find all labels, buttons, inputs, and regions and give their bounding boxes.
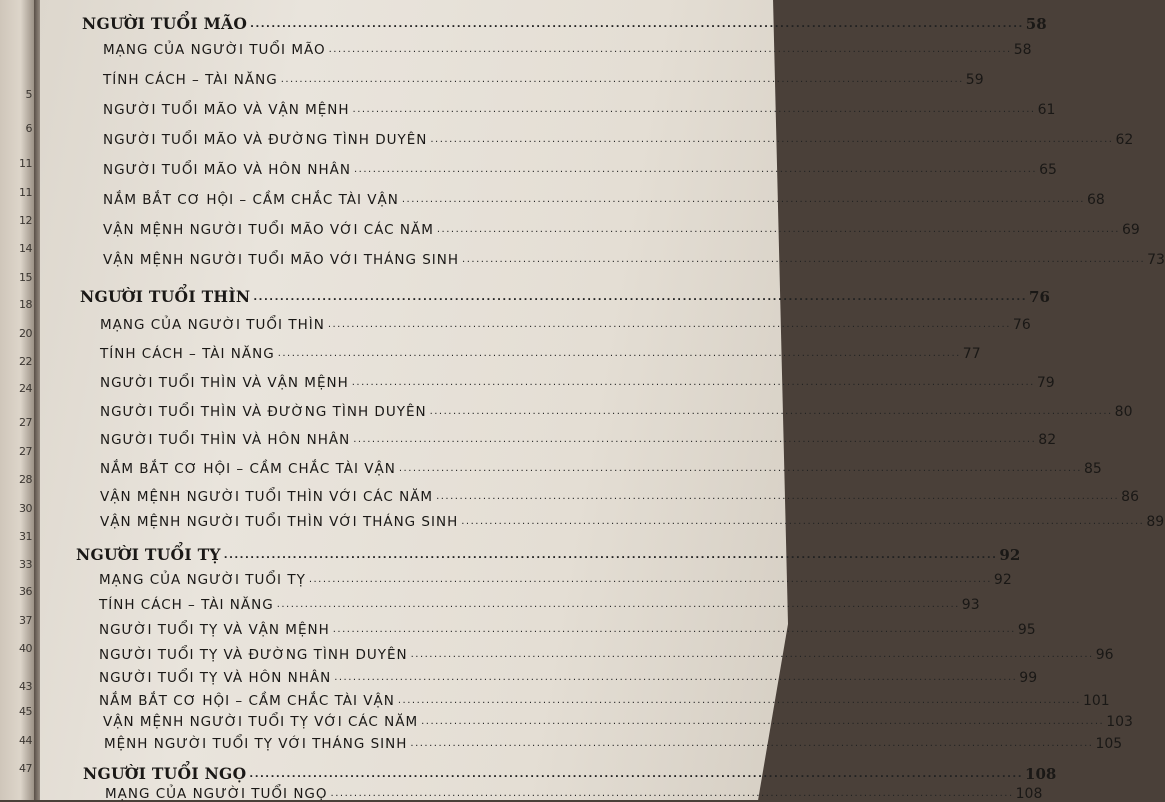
left-page-number: 14: [19, 242, 32, 255]
toc-entry: [103, 192, 1105, 208]
toc-entry-title: NGƯỜI TUỔI MÃO VÀ HÔN NHÂN: [103, 162, 351, 178]
toc-entry-page: 73: [1147, 252, 1165, 268]
dot-leader: ..................................................................................................................................................: [276, 599, 960, 610]
toc-heading-page: 92: [999, 546, 1021, 564]
left-page-number: 33: [19, 558, 32, 571]
left-page-number: 24: [19, 382, 32, 395]
toc-entry-page: 86: [1121, 489, 1139, 505]
toc-entry-title: VẬN MỆNH NGƯỜI TUỔI THÌN VỚI CÁC NĂM: [100, 489, 434, 505]
toc-entry-title: MẠNG CỦA NGƯỜI TUỔI THÌN: [100, 317, 325, 333]
dot-leader: ..................................................................................................................................................: [352, 104, 1036, 115]
dot-leader: ..................................................................................................................................................: [280, 74, 964, 85]
toc-heading-title: NGƯỜI TUỔI TỴ: [76, 545, 221, 564]
toc-entry: [99, 647, 1114, 663]
toc-entry-title: NGƯỜI TUỔI MÃO VÀ ĐƯỜNG TÌNH DUYÊN: [103, 132, 428, 148]
dot-leader: ..................................................................................................................................................: [430, 134, 1114, 145]
toc-entry: [100, 432, 1057, 448]
dot-leader: ..................................................................................................................................................: [429, 406, 1113, 417]
toc-entry-title: NGƯỜI TUỔI THÌN VÀ HÔN NHÂN: [100, 432, 351, 448]
toc-entry-page: 79: [1036, 375, 1055, 391]
left-page-number: 43: [19, 680, 32, 693]
left-page-number: 27: [19, 416, 32, 429]
dot-leader: ..................................................................................................................................................: [249, 769, 1024, 780]
toc-entry: [100, 514, 1165, 530]
dot-leader: ..................................................................................................................................................: [462, 254, 1146, 265]
dot-leader: ..................................................................................................................................................: [421, 716, 1105, 727]
dot-leader: ..................................................................................................................................................: [327, 319, 1011, 330]
left-page-number: 27: [19, 445, 32, 458]
toc-entry-page: 95: [1017, 622, 1036, 638]
left-page-number: 5: [25, 88, 32, 101]
toc-heading-page: 108: [1025, 765, 1057, 783]
toc-entry: [99, 622, 1036, 638]
toc-entry: [103, 72, 984, 88]
dot-leader: ..................................................................................................................................................: [223, 550, 998, 561]
toc-entry: [100, 346, 981, 362]
toc-entry-page: 103: [1106, 714, 1133, 730]
dot-leader: ..................................................................................................................................................: [351, 377, 1035, 388]
toc-entry: [100, 404, 1133, 420]
left-page-number: 22: [19, 355, 32, 368]
left-page-number: 30: [19, 502, 32, 515]
toc-entry-page: 61: [1037, 102, 1056, 118]
toc-entry-page: 99: [1019, 670, 1038, 686]
left-page-number: 44: [19, 734, 32, 747]
toc-entry: [103, 714, 1133, 730]
toc-entry-title: TÍNH CÁCH – TÀI NĂNG: [99, 597, 274, 613]
left-page-number: 15: [19, 271, 32, 284]
toc-entry: [104, 736, 1123, 752]
toc-entry: [103, 102, 1056, 118]
toc-entry: [103, 252, 1165, 268]
dot-leader: ..................................................................................................................................................: [308, 574, 992, 585]
toc-entry-page: 76: [1012, 317, 1031, 333]
toc-entry-page: 105: [1095, 736, 1123, 752]
toc-entry-page: 77: [962, 346, 981, 362]
toc-entry-title: NGƯỜI TUỔI TỴ VÀ VẬN MỆNH: [99, 622, 330, 638]
toc-entry: [100, 317, 1031, 333]
toc-entry-title: TÍNH CÁCH – TÀI NĂNG: [100, 346, 275, 362]
toc-heading: [83, 764, 1057, 783]
toc-entry: [105, 786, 1043, 802]
toc-entry-title: NẮM BẮT CƠ HỘI – CẦM CHẮC TÀI VẬN: [103, 192, 399, 208]
toc-entry-page: 59: [965, 72, 984, 88]
toc-entry-title: NGƯỜI TUỔI TỴ VÀ HÔN NHÂN: [99, 670, 332, 686]
toc-entry-title: MẠNG CỦA NGƯỜI TUỔI NGỌ: [105, 786, 328, 802]
toc-heading-title: NGƯỜI TUỔI THÌN: [80, 287, 251, 306]
toc-entry-page: 62: [1115, 132, 1134, 148]
dot-leader: ..................................................................................................................................................: [461, 516, 1145, 527]
left-page-number: 18: [19, 298, 32, 311]
toc-entry-page: 108: [1015, 786, 1043, 802]
left-page-number: 12: [19, 214, 32, 227]
left-page-number: 40: [19, 642, 32, 655]
toc-entry-title: MẠNG CỦA NGƯỜI TUỔI TỴ: [99, 572, 306, 588]
left-page-number: 36: [19, 585, 32, 598]
left-page-number: 11: [19, 157, 32, 170]
dot-leader: ..................................................................................................................................................: [250, 19, 1024, 30]
toc-heading: [82, 14, 1047, 33]
toc-entry-title: NGƯỜI TUỔI THÌN VÀ ĐƯỜNG TÌNH DUYÊN: [100, 404, 427, 420]
toc-entry-page: 58: [1013, 42, 1032, 58]
toc-entry-title: NGƯỜI TUỔI THÌN VÀ VẬN MỆNH: [100, 375, 349, 391]
toc-entry-title: VẬN MỆNH NGƯỜI TUỔI TỴ VỚI CÁC NĂM: [103, 714, 419, 730]
dot-leader: ..................................................................................................................................................: [397, 695, 1081, 706]
dot-leader: ..................................................................................................................................................: [401, 194, 1085, 205]
dot-leader: ..................................................................................................................................................: [334, 672, 1018, 683]
dot-leader: ..................................................................................................................................................: [253, 292, 1028, 303]
dot-leader: ..................................................................................................................................................: [328, 44, 1012, 55]
toc-heading-title: NGƯỜI TUỔI NGỌ: [83, 764, 247, 783]
toc-entry-title: MẠNG CỦA NGƯỜI TUỔI MÃO: [103, 42, 326, 58]
dot-leader: ..................................................................................................................................................: [332, 624, 1016, 635]
toc-heading-title: NGƯỜI TUỔI MÃO: [82, 14, 248, 33]
dot-leader: ..................................................................................................................................................: [436, 491, 1120, 502]
toc-heading-page: 58: [1025, 15, 1047, 33]
toc-entry-page: 65: [1039, 162, 1057, 178]
toc-entry-title: NGƯỜI TUỔI MÃO VÀ VẬN MỆNH: [103, 102, 350, 118]
toc-entry-title: MỆNH NGƯỜI TUỔI TỴ VỚI THÁNG SINH: [104, 736, 408, 752]
toc-entry: [99, 693, 1110, 709]
left-page-number: 6: [25, 122, 32, 135]
toc-entry: [100, 461, 1102, 477]
toc-entry: [103, 222, 1140, 238]
toc-entry-title: NẮM BẮT CƠ HỘI – CẦM CHẮC TÀI VẬN: [100, 461, 396, 477]
toc-entry: [99, 572, 1012, 588]
toc-entry-page: 93: [961, 597, 980, 613]
toc-entry-page: 68: [1086, 192, 1105, 208]
toc-entry-page: 92: [993, 572, 1012, 588]
toc-heading: [80, 287, 1050, 306]
toc-entry-page: 82: [1038, 432, 1057, 448]
left-page-number: 11: [19, 186, 32, 199]
dot-leader: ..................................................................................................................................................: [353, 164, 1038, 175]
dot-leader: ..................................................................................................................................................: [410, 738, 1094, 749]
dot-leader: ..................................................................................................................................................: [353, 434, 1037, 445]
left-page-edge: [0, 0, 34, 800]
toc-entry: [103, 162, 1057, 178]
toc-entry-page: 69: [1121, 222, 1140, 238]
toc-entry: [103, 42, 1032, 58]
toc-entry-title: VẬN MỆNH NGƯỜI TUỔI THÌN VỚI THÁNG SINH: [100, 514, 459, 530]
toc-entry: [100, 375, 1055, 391]
toc-entry-title: VẬN MỆNH NGƯỜI TUỔI MÃO VỚI THÁNG SINH: [103, 252, 460, 268]
dot-leader: ..................................................................................................................................................: [410, 649, 1094, 660]
toc-entry: [100, 489, 1139, 505]
toc-entry-title: NGƯỜI TUỔI TỴ VÀ ĐƯỜNG TÌNH DUYÊN: [99, 647, 408, 663]
dot-leader: ..................................................................................................................................................: [436, 224, 1120, 235]
toc-entry-page: 101: [1082, 693, 1110, 709]
toc-entry-title: TÍNH CÁCH – TÀI NĂNG: [103, 72, 278, 88]
left-page-number: 47: [19, 762, 32, 775]
toc-entry-page: 96: [1095, 647, 1114, 663]
left-page-number: 28: [19, 473, 32, 486]
dot-leader: ..................................................................................................................................................: [398, 463, 1082, 474]
left-page-number: 20: [19, 327, 32, 340]
toc-entry-page: 80: [1114, 404, 1133, 420]
dot-leader: ..................................................................................................................................................: [330, 788, 1014, 799]
toc-heading-page: 76: [1029, 288, 1050, 306]
toc-entry: [99, 597, 980, 613]
toc-heading: [76, 545, 1021, 564]
toc-entry: [99, 670, 1038, 686]
toc-entry-page: 85: [1083, 461, 1102, 477]
left-page-number: 45: [19, 705, 32, 718]
toc-entry: [103, 132, 1134, 148]
toc-entry-title: NẮM BẮT CƠ HỘI – CẦM CHẮC TÀI VẬN: [99, 693, 395, 709]
toc-entry-title: VẬN MỆNH NGƯỜI TUỔI MÃO VỚI CÁC NĂM: [103, 222, 434, 238]
dot-leader: ..................................................................................................................................................: [277, 348, 961, 359]
left-page-number: 37: [19, 614, 32, 627]
toc-entry-page: 89: [1146, 514, 1165, 530]
left-page-number: 31: [19, 530, 32, 543]
